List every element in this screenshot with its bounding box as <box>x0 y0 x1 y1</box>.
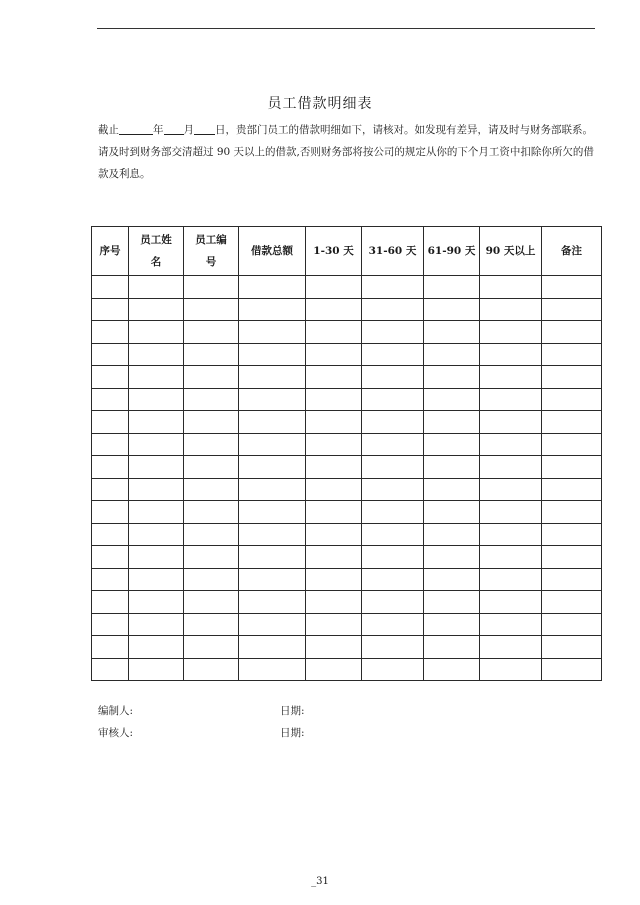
date-label: 日期: <box>280 705 305 717</box>
table-cell[interactable] <box>480 456 542 479</box>
intro-day-suffix: 日，贵部门员工的借款明细如下，请核对。如发现有差异，请及时与财务部联系。 <box>215 124 593 136</box>
table-cell[interactable] <box>92 568 129 591</box>
table-cell[interactable] <box>362 478 424 501</box>
table-cell[interactable] <box>542 366 602 389</box>
table-row <box>92 501 602 524</box>
table-row <box>92 613 602 636</box>
month-blank[interactable] <box>164 122 184 135</box>
table-cell[interactable] <box>362 658 424 681</box>
table-cell[interactable] <box>480 411 542 434</box>
table-cell[interactable] <box>542 456 602 479</box>
table-cell[interactable] <box>424 388 480 411</box>
table-cell[interactable] <box>92 546 129 569</box>
table-cell[interactable] <box>239 411 306 434</box>
table-cell[interactable] <box>92 343 129 366</box>
table-cell[interactable] <box>184 658 239 681</box>
table-cell[interactable] <box>239 321 306 344</box>
table-cell[interactable] <box>362 321 424 344</box>
table-cell[interactable] <box>129 388 184 411</box>
table-cell[interactable] <box>129 276 184 299</box>
table-cell[interactable] <box>129 523 184 546</box>
table-cell[interactable] <box>129 298 184 321</box>
table-cell[interactable] <box>184 591 239 614</box>
table-cell[interactable] <box>362 591 424 614</box>
table-cell[interactable] <box>184 343 239 366</box>
table-cell[interactable] <box>424 433 480 456</box>
table-cell[interactable] <box>239 568 306 591</box>
table-cell[interactable] <box>424 658 480 681</box>
table-row <box>92 388 602 411</box>
table-row <box>92 411 602 434</box>
table-row <box>92 478 602 501</box>
table-cell[interactable] <box>542 613 602 636</box>
table-cell[interactable] <box>306 523 362 546</box>
table-cell[interactable] <box>362 456 424 479</box>
table-cell[interactable] <box>239 478 306 501</box>
table-cell[interactable] <box>480 613 542 636</box>
table-cell[interactable] <box>424 523 480 546</box>
loan-detail-table <box>91 226 602 681</box>
table-cell[interactable] <box>239 456 306 479</box>
table-cell[interactable] <box>480 433 542 456</box>
table-cell[interactable] <box>362 546 424 569</box>
header-cell: 90 天以上 <box>480 227 542 276</box>
table-cell[interactable] <box>362 433 424 456</box>
table-cell[interactable] <box>184 456 239 479</box>
table-cell[interactable] <box>362 568 424 591</box>
table-cell[interactable] <box>306 546 362 569</box>
table-cell[interactable] <box>92 321 129 344</box>
table-cell[interactable] <box>480 388 542 411</box>
header-rule <box>97 28 595 29</box>
table-cell[interactable] <box>92 478 129 501</box>
table-cell[interactable] <box>480 298 542 321</box>
table-cell[interactable] <box>184 546 239 569</box>
table-cell[interactable] <box>306 433 362 456</box>
document-title: 员工借款明细表 <box>267 96 373 112</box>
table-cell[interactable] <box>542 321 602 344</box>
table-cell[interactable] <box>424 613 480 636</box>
header-cell: 员工编 号 <box>184 227 239 276</box>
table-row <box>92 523 602 546</box>
table-row <box>92 658 602 681</box>
table-cell[interactable] <box>542 568 602 591</box>
table-cell[interactable] <box>129 433 184 456</box>
table-cell[interactable] <box>542 388 602 411</box>
table-cell[interactable] <box>424 321 480 344</box>
table-cell[interactable] <box>424 568 480 591</box>
table-cell[interactable] <box>129 568 184 591</box>
table-cell[interactable] <box>542 591 602 614</box>
table-cell[interactable] <box>129 343 184 366</box>
table-cell[interactable] <box>239 658 306 681</box>
table-cell[interactable] <box>184 478 239 501</box>
table-cell[interactable] <box>480 658 542 681</box>
table-row <box>92 343 602 366</box>
table-cell[interactable] <box>129 478 184 501</box>
table-cell[interactable] <box>184 366 239 389</box>
table-cell[interactable] <box>129 501 184 524</box>
table-cell[interactable] <box>362 523 424 546</box>
year-blank[interactable] <box>119 122 153 135</box>
table-cell[interactable] <box>239 501 306 524</box>
table-row <box>92 546 602 569</box>
table-cell[interactable] <box>306 636 362 659</box>
table-cell[interactable] <box>306 478 362 501</box>
table-cell[interactable] <box>239 298 306 321</box>
table-cell[interactable] <box>362 276 424 299</box>
table-cell[interactable] <box>184 501 239 524</box>
table-cell[interactable] <box>129 456 184 479</box>
table-cell[interactable] <box>480 366 542 389</box>
table-cell[interactable] <box>92 298 129 321</box>
table-cell[interactable] <box>362 411 424 434</box>
table-cell[interactable] <box>480 591 542 614</box>
table-cell[interactable] <box>480 276 542 299</box>
table-cell[interactable] <box>306 298 362 321</box>
table-cell[interactable] <box>306 456 362 479</box>
table-cell[interactable] <box>306 658 362 681</box>
table-cell[interactable] <box>184 411 239 434</box>
table-cell[interactable] <box>92 636 129 659</box>
day-blank[interactable] <box>194 122 215 135</box>
table-cell[interactable] <box>542 298 602 321</box>
table-cell[interactable] <box>480 501 542 524</box>
table-cell[interactable] <box>92 388 129 411</box>
table-cell[interactable] <box>92 591 129 614</box>
intro-prefix: 截止 <box>98 124 119 136</box>
table-row <box>92 276 602 299</box>
intro-text <box>98 119 598 185</box>
table-cell[interactable] <box>362 366 424 389</box>
table-cell[interactable] <box>239 343 306 366</box>
table-cell[interactable] <box>306 411 362 434</box>
table-cell[interactable] <box>239 636 306 659</box>
table-cell[interactable] <box>306 501 362 524</box>
table-cell[interactable] <box>184 321 239 344</box>
table-row <box>92 456 602 479</box>
table-cell[interactable] <box>92 456 129 479</box>
table-cell[interactable] <box>542 478 602 501</box>
table-cell[interactable] <box>92 411 129 434</box>
table-cell[interactable] <box>480 568 542 591</box>
table-cell[interactable] <box>542 546 602 569</box>
table-row <box>92 321 602 344</box>
table-cell[interactable] <box>239 433 306 456</box>
table-cell[interactable] <box>424 411 480 434</box>
table-cell[interactable] <box>306 343 362 366</box>
table-cell[interactable] <box>239 276 306 299</box>
table-cell[interactable] <box>239 388 306 411</box>
table-cell[interactable] <box>306 366 362 389</box>
table-cell[interactable] <box>542 276 602 299</box>
header-cell: 借款总额 <box>239 227 306 276</box>
table-body <box>92 276 602 681</box>
table-cell[interactable] <box>129 658 184 681</box>
table-row <box>92 298 602 321</box>
table-row <box>92 636 602 659</box>
table-cell[interactable] <box>424 343 480 366</box>
table-cell[interactable] <box>424 478 480 501</box>
table-cell[interactable] <box>542 501 602 524</box>
table-cell[interactable] <box>184 388 239 411</box>
table-row <box>92 366 602 389</box>
table-cell[interactable] <box>92 613 129 636</box>
header-cell: 31-60 天 <box>362 227 424 276</box>
table-cell[interactable] <box>362 388 424 411</box>
prepared-by-label: 编制人: <box>98 705 134 717</box>
header-cell: 备注 <box>542 227 602 276</box>
header-cell: 61-90 天 <box>424 227 480 276</box>
table-cell[interactable] <box>239 366 306 389</box>
table-cell[interactable] <box>239 613 306 636</box>
table-cell[interactable] <box>129 321 184 344</box>
intro-line-1 <box>98 119 598 141</box>
table-cell[interactable] <box>239 591 306 614</box>
table-cell[interactable] <box>184 636 239 659</box>
table-cell[interactable] <box>92 366 129 389</box>
header-cell: 员工姓 名 <box>129 227 184 276</box>
reviewed-by-label: 审核人: <box>98 727 134 739</box>
table-cell[interactable] <box>92 501 129 524</box>
header-cell: 1-30 天 <box>306 227 362 276</box>
table-cell[interactable] <box>424 546 480 569</box>
table-cell[interactable] <box>362 298 424 321</box>
table-cell[interactable] <box>480 523 542 546</box>
table-cell[interactable] <box>184 523 239 546</box>
table-cell[interactable] <box>129 591 184 614</box>
table-row <box>92 568 602 591</box>
table-header-row <box>92 227 602 276</box>
table-cell[interactable] <box>542 658 602 681</box>
intro-notice: 请及时到财务部交清超过 90 天以上的借款,否则财务部将按公司的规定从你的下个月工资中扣除你所欠的借款及利息。 <box>98 146 594 180</box>
table-cell[interactable] <box>362 613 424 636</box>
table-cell[interactable] <box>239 546 306 569</box>
table-cell[interactable] <box>480 636 542 659</box>
table-cell[interactable] <box>92 658 129 681</box>
table-cell[interactable] <box>92 276 129 299</box>
table-cell[interactable] <box>542 411 602 434</box>
table-cell[interactable] <box>184 298 239 321</box>
table-cell[interactable] <box>480 321 542 344</box>
table-cell[interactable] <box>424 298 480 321</box>
table-cell[interactable] <box>184 568 239 591</box>
table-cell[interactable] <box>542 523 602 546</box>
table-cell[interactable] <box>306 276 362 299</box>
table-cell[interactable] <box>480 546 542 569</box>
table-cell[interactable] <box>129 366 184 389</box>
table-cell[interactable] <box>306 613 362 636</box>
table-cell[interactable] <box>424 456 480 479</box>
table-cell[interactable] <box>129 613 184 636</box>
header-cell: 序号 <box>92 227 129 276</box>
table-row <box>92 591 602 614</box>
table-cell[interactable] <box>239 523 306 546</box>
table-cell[interactable] <box>92 523 129 546</box>
table-cell[interactable] <box>306 591 362 614</box>
table-cell[interactable] <box>424 366 480 389</box>
table-cell[interactable] <box>542 636 602 659</box>
table-cell[interactable] <box>92 433 129 456</box>
table-cell[interactable] <box>362 501 424 524</box>
date-label: 日期: <box>280 727 305 739</box>
table-cell[interactable] <box>542 433 602 456</box>
table-cell[interactable] <box>480 343 542 366</box>
table-cell[interactable] <box>424 636 480 659</box>
table-cell[interactable] <box>129 636 184 659</box>
table-cell[interactable] <box>542 343 602 366</box>
table-cell[interactable] <box>424 501 480 524</box>
page-number: _31 <box>311 876 329 887</box>
table-cell[interactable] <box>424 276 480 299</box>
table-cell[interactable] <box>362 636 424 659</box>
table-cell[interactable] <box>362 343 424 366</box>
table-cell[interactable] <box>306 568 362 591</box>
table-cell[interactable] <box>480 478 542 501</box>
table-cell[interactable] <box>184 433 239 456</box>
table-cell[interactable] <box>129 546 184 569</box>
month-label: 月 <box>183 124 194 136</box>
year-label: 年 <box>153 124 164 136</box>
table-cell[interactable] <box>184 276 239 299</box>
table-cell[interactable] <box>306 321 362 344</box>
table-cell[interactable] <box>424 591 480 614</box>
table-cell[interactable] <box>129 411 184 434</box>
table-row <box>92 433 602 456</box>
table-cell[interactable] <box>184 613 239 636</box>
table-cell[interactable] <box>306 388 362 411</box>
